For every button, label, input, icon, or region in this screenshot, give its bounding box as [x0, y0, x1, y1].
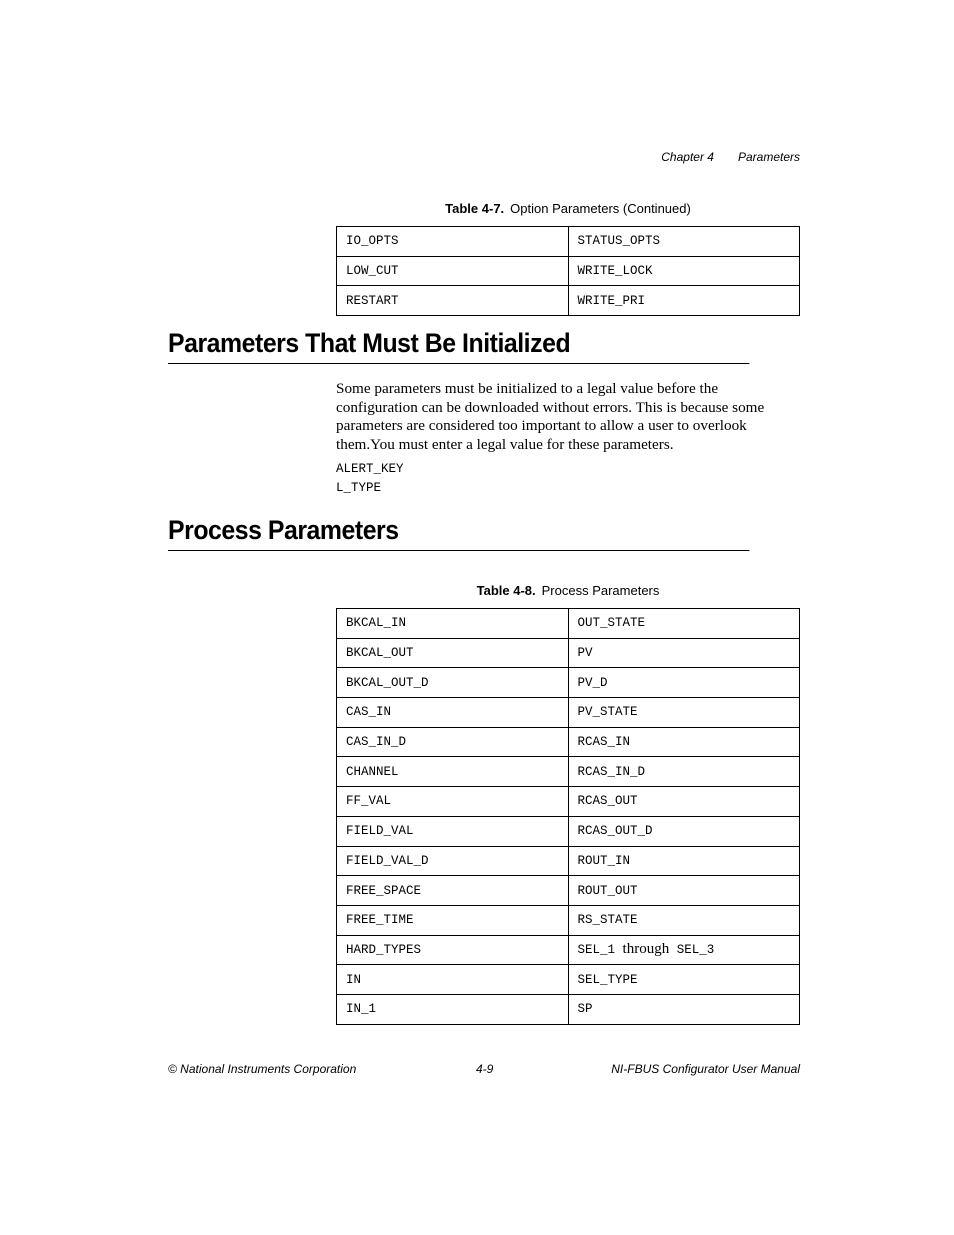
table-cell: FIELD_VAL_D — [337, 846, 569, 876]
table-cell: IO_OPTS — [337, 227, 569, 257]
table-cell: RCAS_IN_D — [568, 757, 800, 787]
table-cell: WRITE_PRI — [568, 286, 800, 316]
table-cell: BKCAL_OUT_D — [337, 668, 569, 698]
table-cell: PV — [568, 638, 800, 668]
table-row — [337, 787, 800, 817]
table-row — [337, 935, 800, 965]
table-cell: SP — [568, 994, 800, 1024]
table-cell: PV_STATE — [568, 698, 800, 728]
table-cell: LOW_CUT — [337, 256, 569, 286]
table-cell: WRITE_LOCK — [568, 256, 800, 286]
table-cell: STATUS_OPTS — [568, 227, 800, 257]
table-row — [337, 905, 800, 935]
table-row — [337, 994, 800, 1024]
footer-manual-title: NI-FBUS Configurator User Manual — [611, 1062, 800, 1076]
sel-from: SEL_1 — [577, 943, 616, 958]
table-row — [337, 757, 800, 787]
table-row — [337, 965, 800, 995]
table-4-8-title: Process Parameters — [541, 583, 660, 598]
table-row — [337, 698, 800, 728]
table-cell: RS_STATE — [568, 905, 800, 935]
sel-to: SEL_3 — [676, 943, 715, 958]
table-4-7-caption — [336, 201, 800, 216]
table-row — [337, 609, 800, 639]
table-row — [337, 846, 800, 876]
table-cell: BKCAL_OUT — [337, 638, 569, 668]
running-header — [661, 150, 800, 164]
table-cell: BKCAL_IN — [337, 609, 569, 639]
section-heading-initialized: Parameters That Must Be Initialized — [168, 328, 749, 364]
table-row — [337, 638, 800, 668]
table-4-8-label: Table 4-8. — [476, 583, 536, 598]
table-cell: FF_VAL — [337, 787, 569, 817]
table-cell: CHANNEL — [337, 757, 569, 787]
table-cell: ROUT_OUT — [568, 876, 800, 906]
footer-page-number: 4-9 — [476, 1062, 494, 1076]
table-cell: RCAS_OUT_D — [568, 816, 800, 846]
table-cell: IN_1 — [337, 994, 569, 1024]
table-row — [337, 227, 800, 257]
table-cell: SEL_TYPE — [568, 965, 800, 995]
header-chapter: Chapter 4 — [661, 150, 714, 164]
section-heading-process: Process Parameters — [168, 515, 749, 551]
table-cell: IN — [337, 965, 569, 995]
table-cell: RCAS_IN — [568, 727, 800, 757]
section-init-body: Some parameters must be initialized to a legal value before the configuration can be downloaded without errors. This is because some parameters are considered too important to allow a user to overlook them.You must enter a legal value for these parameters. — [336, 380, 765, 454]
table-row — [337, 727, 800, 757]
table-cell: RESTART — [337, 286, 569, 316]
table-cell: RCAS_OUT — [568, 787, 800, 817]
table-4-8 — [336, 608, 800, 1025]
table-cell: CAS_IN — [337, 698, 569, 728]
header-section: Parameters — [737, 150, 800, 164]
table-cell: FIELD_VAL — [337, 816, 569, 846]
table-4-7-title: Option Parameters (Continued) — [510, 201, 691, 216]
table-row — [337, 816, 800, 846]
table-4-7-label: Table 4-7. — [445, 201, 505, 216]
table-cell: PV_D — [568, 668, 800, 698]
table-row — [337, 668, 800, 698]
table-cell: OUT_STATE — [568, 609, 800, 639]
table-cell: FREE_TIME — [337, 905, 569, 935]
table-cell: HARD_TYPES — [337, 935, 569, 965]
init-param-alert-key: ALERT_KEY — [336, 462, 404, 476]
table-row — [337, 256, 800, 286]
table-4-8-caption — [336, 583, 800, 598]
table-4-7 — [336, 226, 800, 316]
init-param-l-type: L_TYPE — [336, 481, 382, 495]
table-cell: FREE_SPACE — [337, 876, 569, 906]
table-row — [337, 876, 800, 906]
table-cell: CAS_IN_D — [337, 727, 569, 757]
table-cell: ROUT_IN — [568, 846, 800, 876]
sel-through-word: through — [622, 941, 670, 958]
footer-copyright: © National Instruments Corporation — [168, 1062, 357, 1076]
table-row — [337, 286, 800, 316]
table-cell-sel-range — [568, 935, 800, 965]
